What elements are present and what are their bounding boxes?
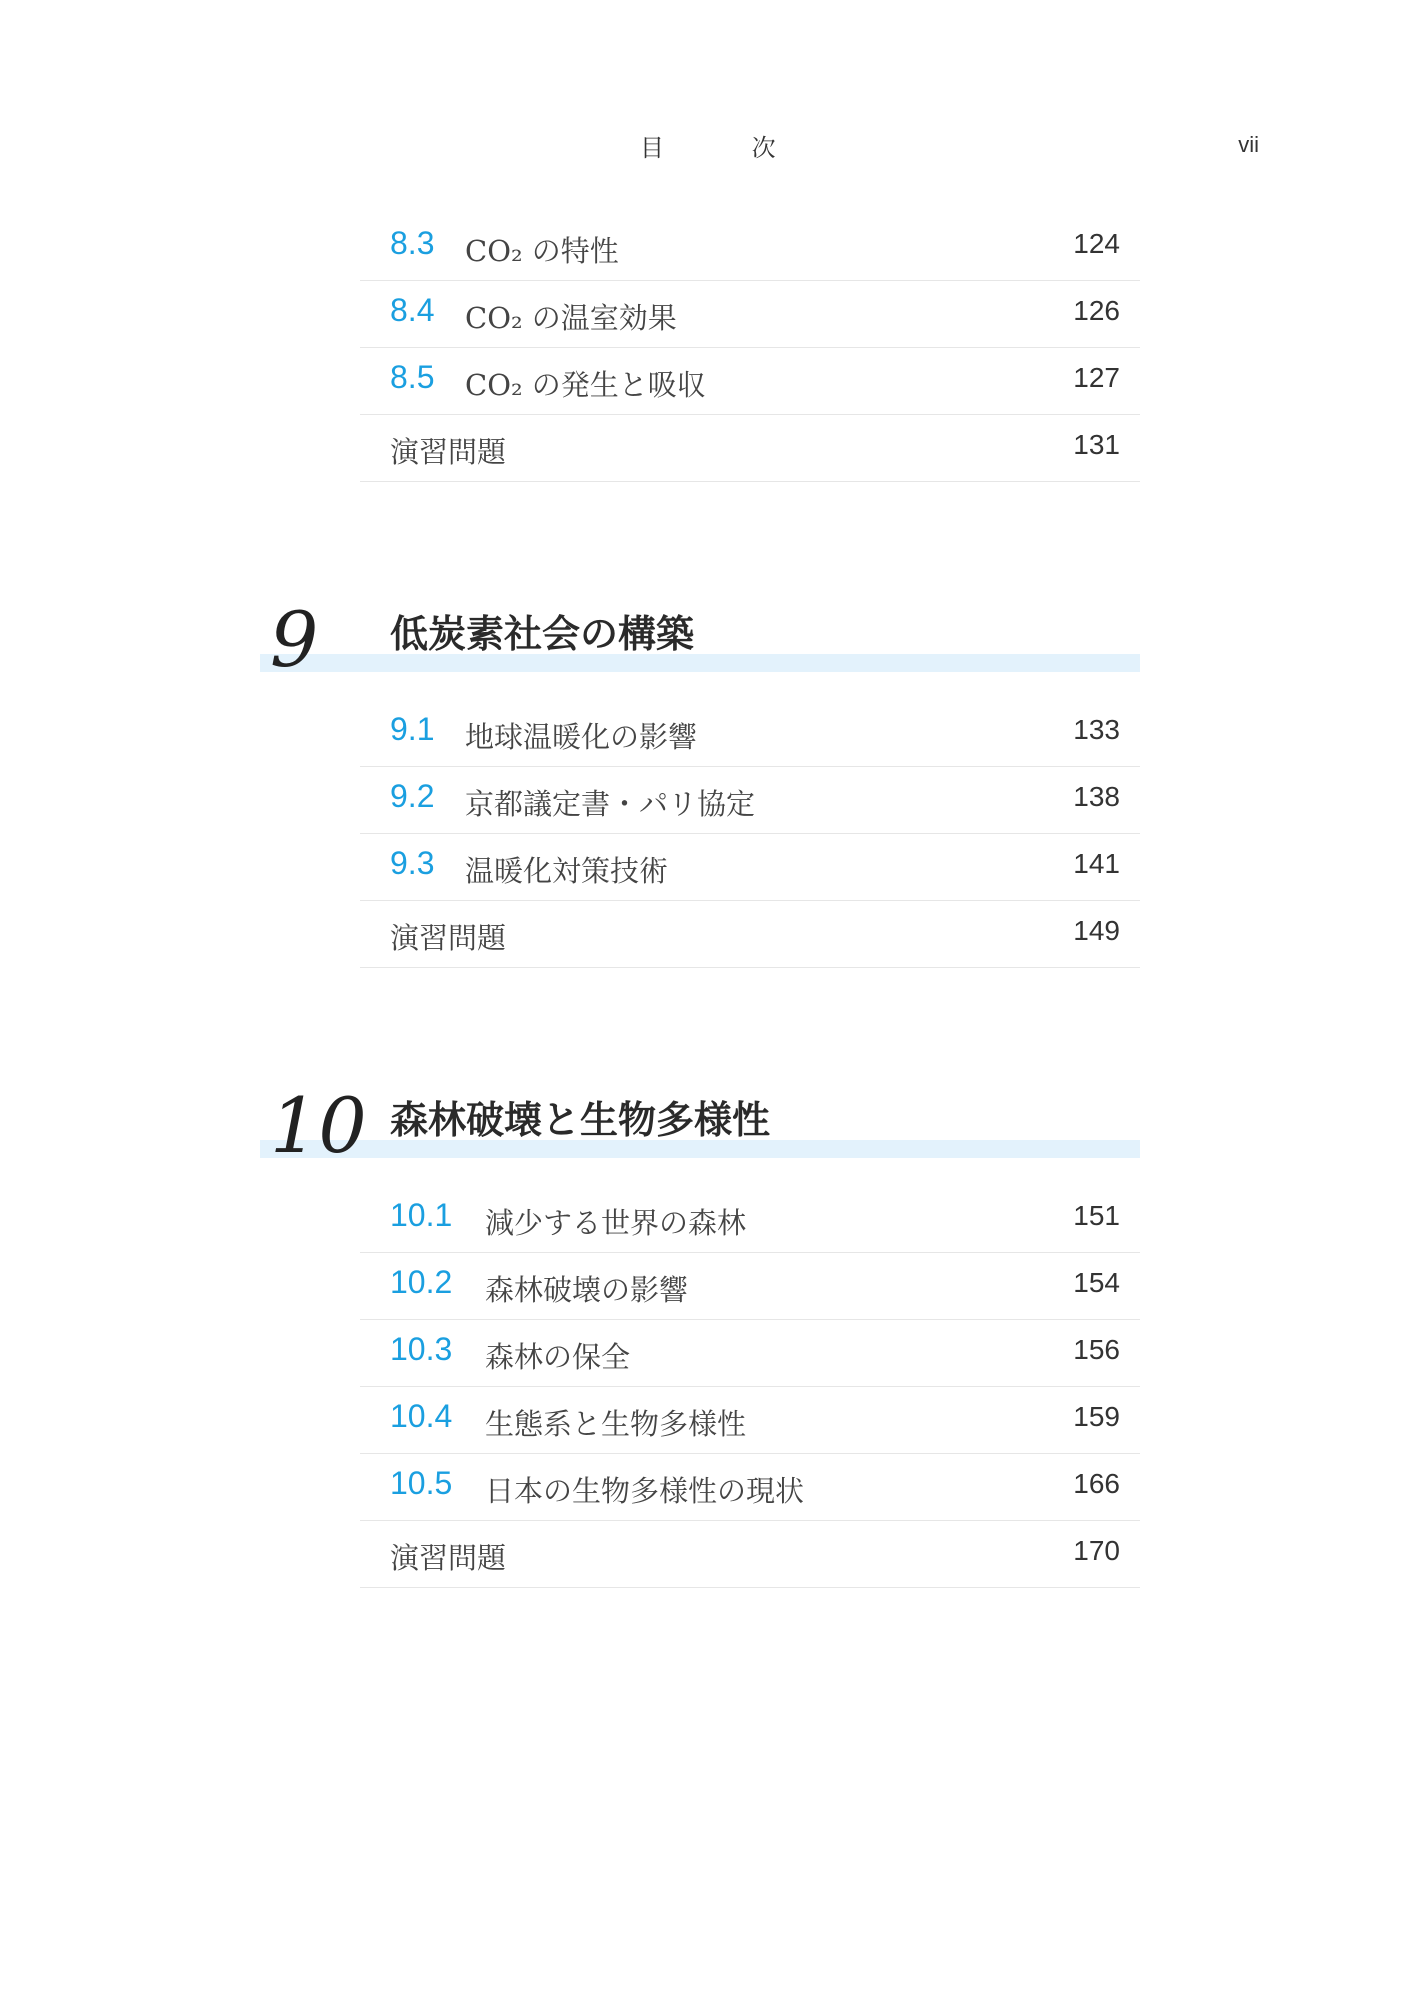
chapter-heading (260, 1078, 1140, 1170)
entry-title: CO₂ の特性 (465, 234, 619, 268)
toc-entry[interactable] (360, 1455, 1140, 1521)
entry-number: 9.3 (390, 845, 435, 881)
entry-title: 森林破壊の影響 (485, 1273, 689, 1307)
toc-entry[interactable] (360, 215, 1140, 281)
entry-title: 演習問題 (390, 435, 507, 469)
entry-page-number: 127 (1073, 362, 1120, 393)
entry-title: 生態系と生物多様性 (485, 1407, 747, 1441)
entry-page-number: 124 (1073, 228, 1120, 259)
header-title: 目 次 (640, 134, 816, 162)
entry-number: 10.1 (390, 1197, 453, 1233)
entry-title: 京都議定書・パリ協定 (465, 787, 756, 821)
entry-number: 8.4 (390, 292, 435, 328)
entry-title: 温暖化対策技術 (465, 854, 669, 888)
entry-page-number: 166 (1073, 1468, 1120, 1499)
entry-number: 8.5 (390, 359, 435, 395)
header-page-number: vii (1238, 132, 1259, 157)
toc-entry[interactable] (360, 835, 1140, 901)
entry-title: 減少する世界の森林 (485, 1206, 747, 1240)
chapter-heading (260, 592, 1140, 684)
toc-entry[interactable] (360, 768, 1140, 834)
entry-page-number: 151 (1073, 1200, 1120, 1231)
toc-entry[interactable] (360, 701, 1140, 767)
entry-page-number: 170 (1073, 1535, 1120, 1566)
entry-number: 9.1 (390, 711, 435, 747)
entry-page-number: 149 (1073, 915, 1120, 946)
entry-number: 10.4 (390, 1398, 453, 1434)
toc-entry[interactable] (360, 416, 1140, 482)
entry-page-number: 138 (1073, 781, 1120, 812)
toc-entry[interactable] (360, 1388, 1140, 1454)
entry-page-number: 154 (1073, 1267, 1120, 1298)
toc-entry[interactable] (360, 282, 1140, 348)
entry-title: 森林の保全 (485, 1340, 631, 1374)
entry-title: CO₂ の発生と吸収 (465, 368, 706, 402)
toc-entry[interactable] (360, 1321, 1140, 1387)
entry-page-number: 126 (1073, 295, 1120, 326)
entry-page-number: 141 (1073, 848, 1120, 879)
toc-entry[interactable] (360, 1254, 1140, 1320)
running-header (0, 128, 1409, 168)
entry-title: 演習問題 (390, 1541, 507, 1575)
toc-entry[interactable] (360, 1187, 1140, 1253)
toc-entry[interactable] (360, 349, 1140, 415)
toc-entry[interactable] (360, 902, 1140, 968)
entry-page-number: 159 (1073, 1401, 1120, 1432)
chapter-number: 10 (270, 1081, 367, 1170)
chapter-title: 森林破壊と生物多様性 (390, 1098, 771, 1142)
chapter-number: 9 (270, 595, 319, 684)
entry-page-number: 156 (1073, 1334, 1120, 1365)
chapter-title: 低炭素社会の構築 (390, 612, 695, 656)
entry-title: 日本の生物多様性の現状 (485, 1474, 805, 1508)
entry-title: 地球温暖化の影響 (465, 720, 698, 754)
entry-title: 演習問題 (390, 921, 507, 955)
entry-number: 10.2 (390, 1264, 453, 1300)
entry-number: 8.3 (390, 225, 435, 261)
toc-entry[interactable] (360, 1522, 1140, 1588)
entry-page-number: 131 (1073, 429, 1120, 460)
entry-number: 10.5 (390, 1465, 453, 1501)
entry-number: 10.3 (390, 1331, 453, 1367)
entry-title: CO₂ の温室効果 (465, 301, 677, 335)
entry-number: 9.2 (390, 778, 435, 814)
entry-page-number: 133 (1073, 714, 1120, 745)
